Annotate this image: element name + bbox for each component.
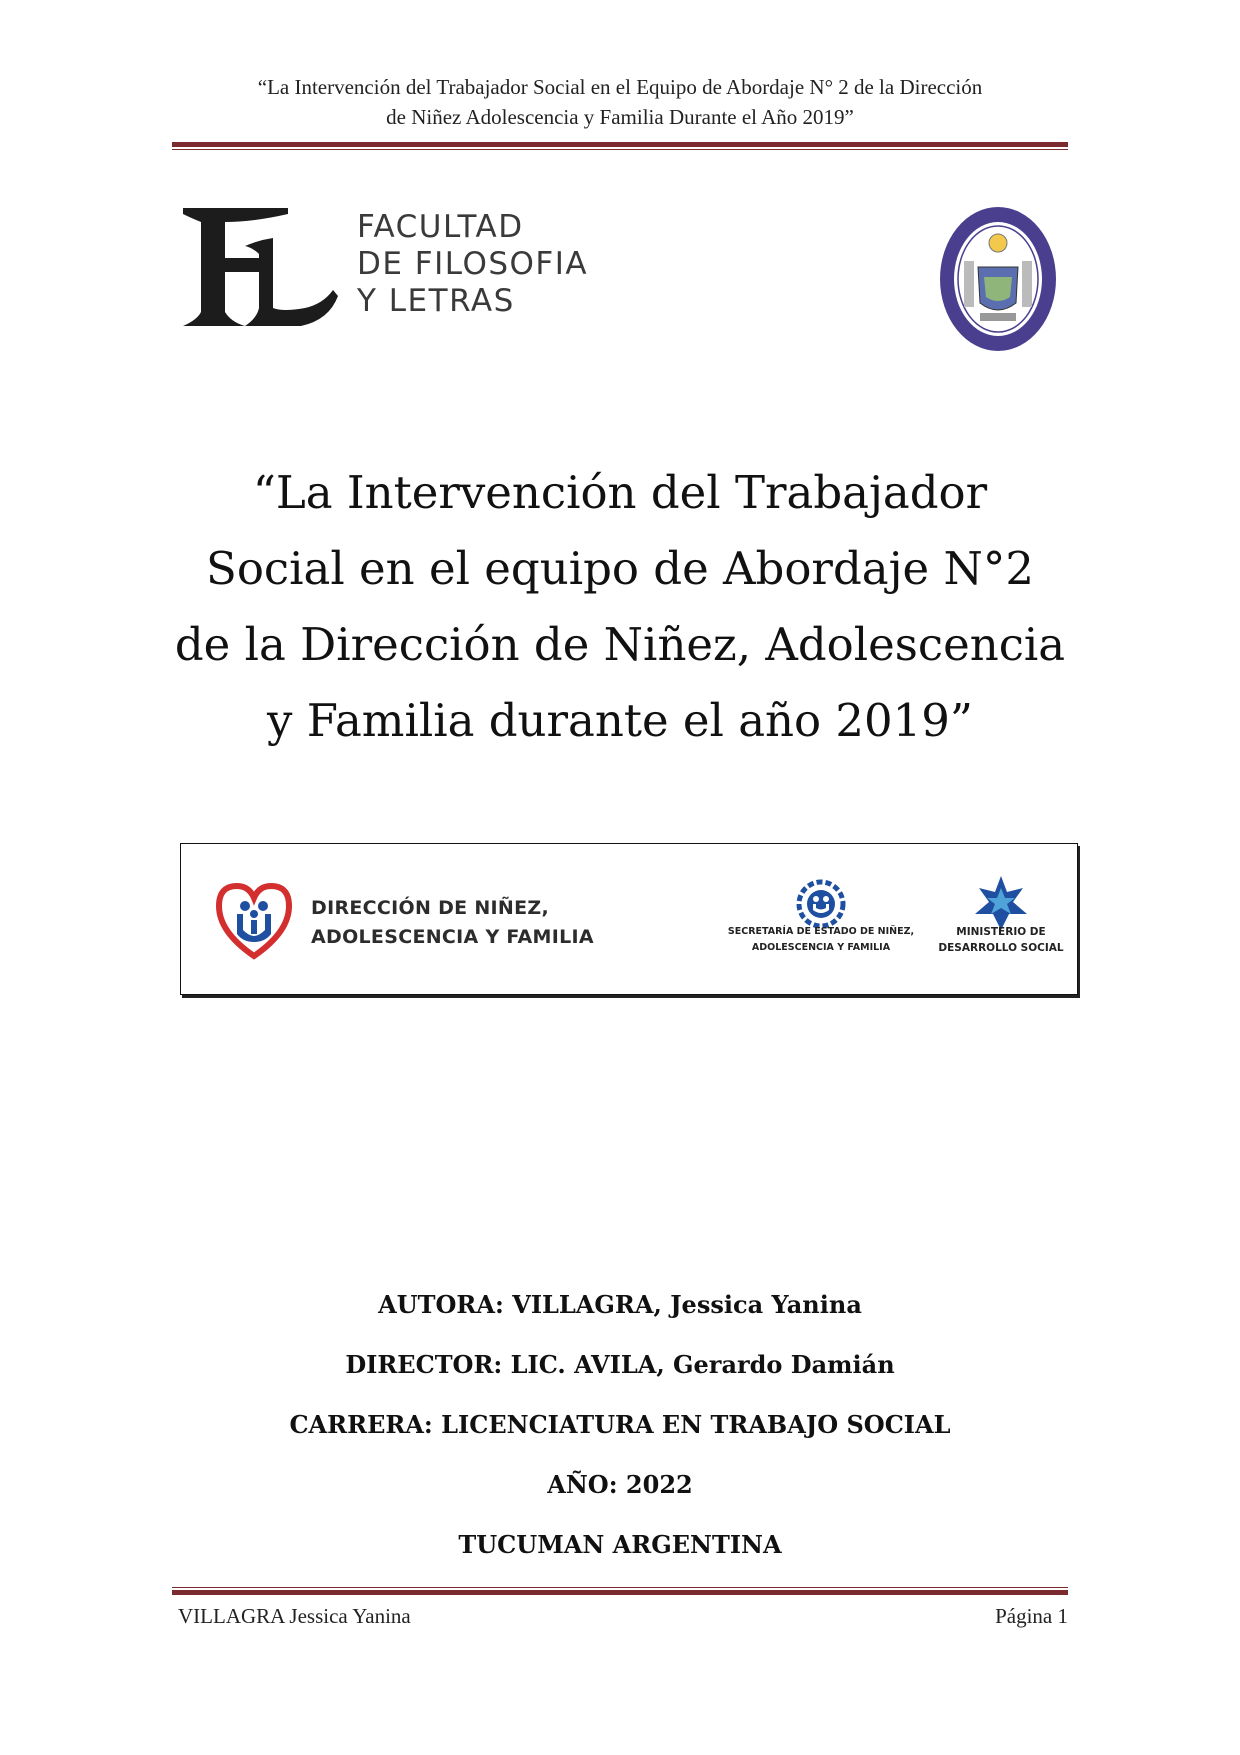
title-line-3: de la Dirección de Niñez, Adolescencia [174, 618, 1066, 671]
faculty-wordmark [357, 209, 588, 320]
title-line-2: Social en el equipo de Abordaje N°2 [206, 542, 1034, 595]
secretaria-line-2: ADOLESCENCIA Y FAMILIA [751, 942, 891, 953]
credit-autora: AUTORA: VILLAGRA, Jessica Yanina [378, 1290, 862, 1319]
credit-director: DIRECTOR: LIC. AVILA, Gerardo Damián [345, 1350, 895, 1379]
running-header [160, 72, 1080, 132]
credit-anio: AÑO: 2022 [547, 1470, 693, 1499]
secretaria-name [701, 924, 941, 956]
faculty-line-1: FACULTAD [357, 209, 524, 245]
heart-family-icon [213, 880, 295, 960]
title-line-4: y Familia durante el año 2019” [267, 694, 973, 747]
credit-carrera: CARRERA: LICENCIATURA EN TRABAJO SOCIAL [289, 1410, 951, 1439]
footer-author: VILLAGRA Jessica Yanina [178, 1604, 411, 1628]
running-header-line-2: de Niñez Adolescencia y Familia Durante el Año 2019” [386, 105, 854, 129]
institution-banner [180, 843, 1078, 995]
faculty-line-3: Y LETRAS [357, 283, 515, 319]
direccion-line-2: ADOLESCENCIA Y FAMILIA [311, 926, 594, 948]
secretaria-emblem-icon [795, 878, 847, 930]
ministerio-line-1: MINISTERIO DE [956, 926, 1046, 938]
footer-rule [172, 1587, 1068, 1595]
faculty-line-2: DE FILOSOFIA [357, 246, 589, 282]
direccion-line-1: DIRECCIÓN DE NIÑEZ, [311, 897, 549, 919]
footer-page-number: Página 1 [995, 1604, 1068, 1628]
credits-block [170, 1287, 1070, 1587]
credit-lugar: TUCUMAN ARGENTINA [458, 1530, 782, 1559]
university-seal-icon [938, 205, 1058, 353]
ministerio-line-2: DESARROLLO SOCIAL [938, 942, 1064, 954]
running-header-line-1: “La Intervención del Trabajador Social en el Equipo de Abordaje N° 2 de la Dirección [257, 75, 983, 99]
direccion-ninez-name [311, 894, 594, 952]
title-line-1: “La Intervención del Trabajador [252, 466, 988, 519]
fl-logo-icon [183, 208, 338, 328]
secretaria-line-1: SECRETARÍA DE ESTADO DE NIÑEZ, [727, 926, 915, 937]
ministerio-name [926, 924, 1076, 956]
document-title [150, 455, 1090, 759]
header-rule [172, 142, 1068, 150]
